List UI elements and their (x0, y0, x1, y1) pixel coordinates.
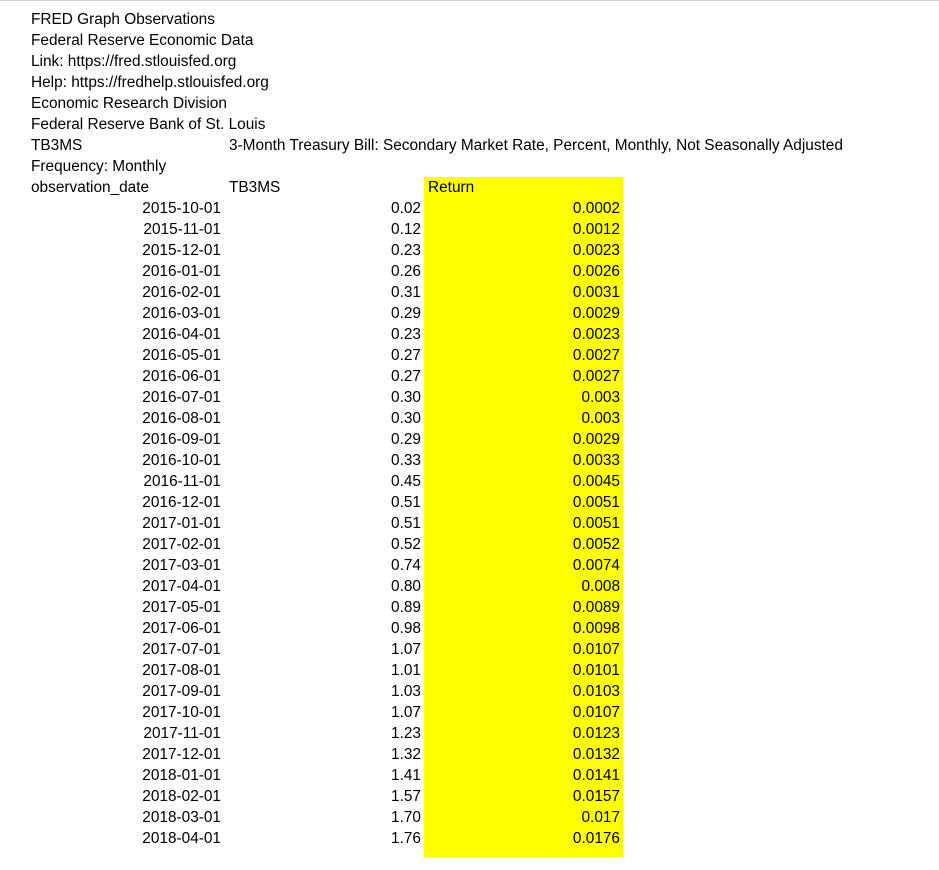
date-cell[interactable]: 2016-01-01 (142, 263, 221, 280)
column-header-date[interactable]: observation_date (31, 179, 150, 196)
rate-cell[interactable]: 0.52 (391, 536, 421, 553)
return-cell[interactable]: 0.0029 (572, 305, 620, 322)
date-cell[interactable]: 2016-12-01 (142, 494, 221, 511)
return-cell[interactable]: 0.003 (581, 389, 620, 406)
date-cell[interactable]: 2017-10-01 (142, 704, 221, 721)
date-cell[interactable]: 2018-02-01 (142, 788, 221, 805)
rate-cell[interactable]: 0.29 (391, 431, 421, 448)
date-cell[interactable]: 2016-02-01 (142, 284, 221, 301)
date-cell[interactable]: 2017-07-01 (142, 641, 221, 658)
date-cell[interactable]: 2016-08-01 (142, 410, 221, 427)
rate-cell[interactable]: 0.31 (391, 284, 421, 301)
series-id-cell[interactable]: TB3MS (31, 137, 83, 154)
date-cell[interactable]: 2017-04-01 (142, 578, 221, 595)
date-cell[interactable]: 2017-01-01 (142, 515, 221, 532)
return-cell[interactable]: 0.0051 (572, 494, 620, 511)
rate-cell[interactable]: 0.26 (391, 263, 421, 280)
rate-cell[interactable]: 1.57 (391, 788, 421, 805)
return-cell[interactable]: 0.0101 (572, 662, 620, 679)
rate-cell[interactable]: 1.23 (391, 725, 421, 742)
return-cell[interactable]: 0.017 (581, 809, 620, 826)
return-cell[interactable]: 0.0012 (572, 221, 620, 238)
header-line-2[interactable]: Federal Reserve Economic Data (31, 32, 254, 49)
rate-cell[interactable]: 0.74 (391, 557, 421, 574)
rate-cell[interactable]: 0.29 (391, 305, 421, 322)
return-cell[interactable]: 0.0045 (572, 473, 620, 490)
column-header-value[interactable]: TB3MS (229, 179, 281, 196)
rate-cell[interactable]: 0.51 (391, 494, 421, 511)
rate-cell[interactable]: 0.12 (391, 221, 421, 238)
rate-cell[interactable]: 1.07 (391, 704, 421, 721)
rate-cell[interactable]: 0.33 (391, 452, 421, 469)
date-cell[interactable]: 2015-11-01 (143, 221, 221, 238)
rate-cell[interactable]: 1.03 (391, 683, 421, 700)
frequency-cell[interactable]: Frequency: Monthly (31, 158, 167, 175)
return-cell[interactable]: 0.0052 (572, 536, 620, 553)
return-cell[interactable]: 0.0107 (572, 641, 620, 658)
rate-cell[interactable]: 0.30 (391, 389, 421, 406)
date-cell[interactable]: 2017-02-01 (142, 536, 221, 553)
return-cell[interactable]: 0.0002 (572, 200, 620, 217)
rate-cell[interactable]: 0.27 (391, 347, 421, 364)
rate-cell[interactable]: 1.70 (391, 809, 421, 826)
header-line-5[interactable]: Economic Research Division (31, 95, 227, 112)
date-cell[interactable]: 2017-09-01 (142, 683, 221, 700)
rate-cell[interactable]: 0.02 (391, 200, 421, 217)
rate-cell[interactable]: 1.76 (391, 830, 421, 847)
series-title-cell[interactable]: 3-Month Treasury Bill: Secondary Market Rate, Percent, Monthly, Not Seasonally Adjusted (229, 137, 843, 154)
return-cell[interactable]: 0.0031 (572, 284, 620, 301)
return-cell[interactable]: 0.0029 (572, 431, 620, 448)
rate-cell[interactable]: 0.45 (391, 473, 421, 490)
date-cell[interactable]: 2016-05-01 (142, 347, 221, 364)
return-cell[interactable]: 0.008 (581, 578, 620, 595)
date-cell[interactable]: 2017-12-01 (142, 746, 221, 763)
return-cell[interactable]: 0.0123 (572, 725, 620, 742)
return-cell[interactable]: 0.0051 (572, 515, 620, 532)
return-cell[interactable]: 0.0098 (572, 620, 620, 637)
return-cell[interactable]: 0.003 (581, 410, 620, 427)
return-cell[interactable]: 0.0103 (572, 683, 620, 700)
date-cell[interactable]: 2018-01-01 (142, 767, 221, 784)
cut-off-date-cell[interactable] (31, 849, 221, 870)
date-cell[interactable]: 2017-05-01 (142, 599, 221, 616)
return-cell[interactable]: 0.0033 (572, 452, 620, 469)
return-cell[interactable]: 0.0074 (572, 557, 620, 574)
rate-cell[interactable]: 1.01 (391, 662, 421, 679)
rate-cell[interactable]: 0.23 (391, 242, 421, 259)
rate-cell[interactable]: 0.27 (391, 368, 421, 385)
rate-cell[interactable]: 0.98 (391, 620, 421, 637)
date-cell[interactable]: 2016-07-01 (142, 389, 221, 406)
rate-cell[interactable]: 1.41 (391, 767, 421, 784)
date-cell[interactable]: 2016-09-01 (142, 431, 221, 448)
return-cell[interactable]: 0.0027 (572, 368, 620, 385)
date-cell[interactable]: 2017-11-01 (143, 725, 221, 742)
date-cell[interactable]: 2015-12-01 (142, 242, 221, 259)
date-cell[interactable]: 2017-03-01 (142, 557, 221, 574)
return-cell[interactable]: 0.0026 (572, 263, 620, 280)
date-cell[interactable]: 2016-04-01 (142, 326, 221, 343)
return-cell[interactable]: 0.0141 (572, 767, 620, 784)
return-cell[interactable]: 0.0157 (572, 788, 620, 805)
date-cell[interactable]: 2016-11-01 (143, 473, 221, 490)
return-cell[interactable]: 0.0027 (572, 347, 620, 364)
date-cell[interactable]: 2018-03-01 (142, 809, 221, 826)
date-cell[interactable]: 2016-06-01 (142, 368, 221, 385)
date-cell[interactable]: 2017-06-01 (142, 620, 221, 637)
rate-cell[interactable]: 0.23 (391, 326, 421, 343)
rate-cell[interactable]: 0.51 (391, 515, 421, 532)
header-line-4[interactable]: Help: https://fredhelp.stlouisfed.org (31, 74, 269, 91)
rate-cell[interactable]: 0.80 (391, 578, 421, 595)
date-cell[interactable]: 2017-08-01 (142, 662, 221, 679)
date-cell[interactable]: 2018-04-01 (142, 830, 221, 847)
rate-cell[interactable]: 1.32 (391, 746, 421, 763)
header-line-6[interactable]: Federal Reserve Bank of St. Louis (31, 116, 266, 133)
rate-cell[interactable]: 0.30 (391, 410, 421, 427)
window-top-border (0, 0, 939, 1)
header-line-1[interactable]: FRED Graph Observations (31, 11, 215, 28)
date-cell[interactable]: 2016-10-01 (142, 452, 221, 469)
header-line-3[interactable]: Link: https://fred.stlouisfed.org (31, 53, 237, 70)
return-cell[interactable]: 0.0132 (572, 746, 620, 763)
rate-cell[interactable]: 0.89 (391, 599, 421, 616)
date-cell[interactable]: 2016-03-01 (142, 305, 221, 322)
date-cell[interactable]: 2015-10-01 (142, 200, 221, 217)
return-cell[interactable]: 0.0176 (572, 830, 620, 847)
return-cell[interactable]: 0.0023 (572, 242, 620, 259)
return-cell[interactable]: 0.0089 (572, 599, 620, 616)
column-header-return[interactable]: Return (428, 179, 475, 196)
rate-cell[interactable]: 1.07 (391, 641, 421, 658)
return-cell[interactable]: 0.0107 (572, 704, 620, 721)
return-cell[interactable]: 0.0023 (572, 326, 620, 343)
